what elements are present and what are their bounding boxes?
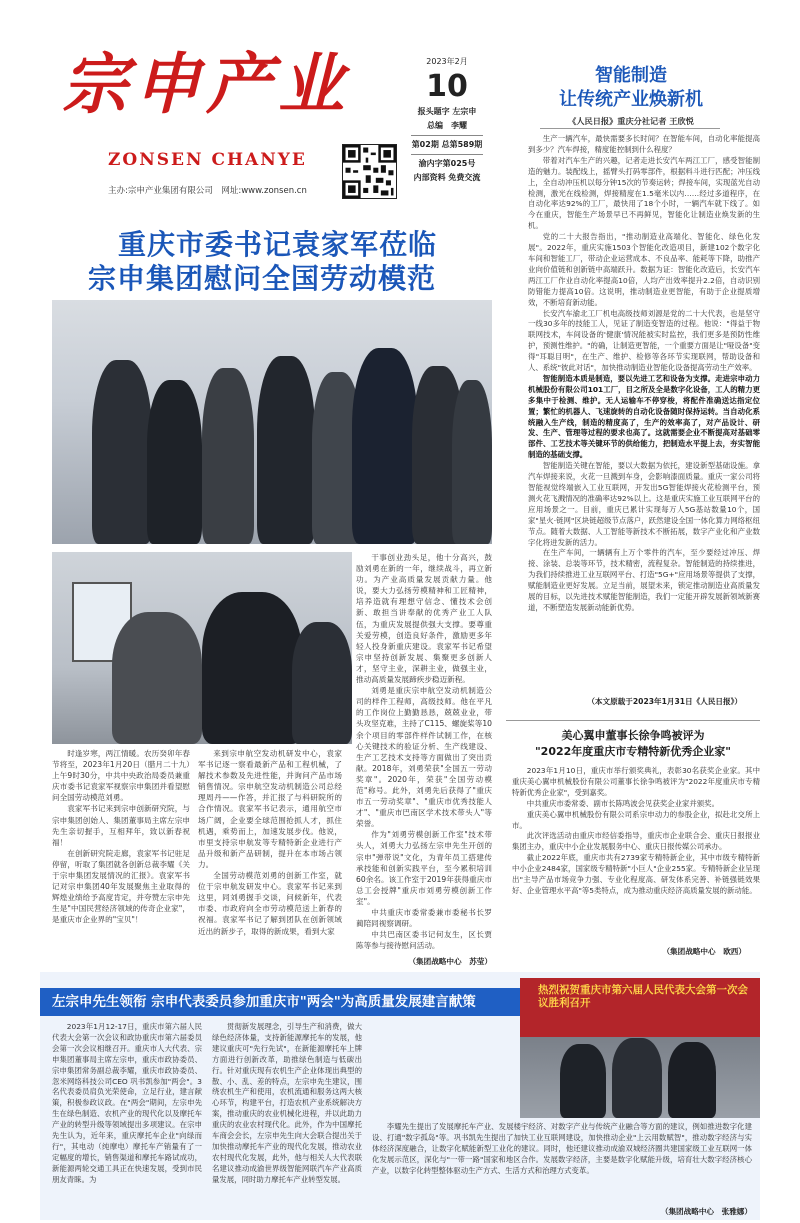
paragraph: 重庆美心翼申机械股份有限公司系宗申动力的参股企业，拟赴北交所上市。 [512,809,760,830]
paragraph: 此次评选活动由重庆市经信委指导，重庆市企业联合会、重庆日报报业集团主办，重庆中小企业发展服务中心、重庆日报传媒公司承办。 [512,831,760,852]
byline-divider [540,128,720,129]
qr-code-icon [342,144,397,199]
paragraph: 智能制造关键在智能，要以大数据为依托，建设新型基础设施。拿汽车焊接来说，火花一旦溅到车身，会影响漆面质量。重庆一家公司将智能视觉终端嵌入工业互联网，开发出5G智能焊接火花检测平台，预测火花飞溅情况的准确率达92%以上。这是重庆实施工业互联网平台的应用场景之一。目前，重庆已累计实现每万人5G基站数量10个，国家"星火·链网"区块链超级节点落户，跃然建设全国一体化算力网络枢纽节点。随着大数据、人工智能等新技术不断拓展，数字产业化和产业数字化将迸发新的活力。 [528,461,760,547]
paragraph: 袁家军书记来到宗申创新研究院，与宗申集团创始人、集团董事局主席左宗申先生亲切握手，互相拜年，致以新春祝福！ [52,804,190,847]
bottom-article-col1 [52,1022,202,1202]
paragraph: 2023年1月10日，重庆市举行颁奖典礼，表彰30名获奖企业家。其中重庆美心翼申机械股份有限公司董事长徐争鸣被评为"2022年度重庆市专精特新优秀企业家"，受到嘉奖。 [512,766,760,797]
bottom-article-signature: （集团战略中心 张雅娜） [660,1207,752,1216]
paragraph: 时逢岁寒，两江情暖。农历癸卯年春节将至，2023年1月20日（腊月二十九）上午9时30分，中共中央政治局委员兼重庆市委书记袁家军视察宗申集团并看望慰问全国劳动模范刘勇。 [52,749,190,803]
xu-article-title2: "2022年度重庆市专精特新优秀企业家" [534,745,732,758]
paragraph: 干事创业劲头足，他十分高兴，鼓励刘勇在新的一年，继续战斗，再立新功。为产业高质量发展贡献力量。他说，要大力弘扬劳模精神和工匠精神，培养造就有理想守信念、懂技术会创新、敢担当讲奉献的优秀产业工人队伍，为重庆发展提供强大支撑。要尊重关爱劳模，创造良好条件，激励更多年轻人投身新重庆建设。袁家军书记希望宗申坚持创新发展、集聚更多创新人才，坚守主业，深耕主业，做强主业，推动高质量发展蹄疾步稳迈新程。 [356,553,492,685]
paragraph: 李耀先生提出了发展摩托车产业、发展楼宇经济、对数字产业与传统产业融合等方面的建议，例如推进数字化建设、打通"数字孤岛"等。巩书凯先生提出了加快工业互联网建设，加快推动企业"上云用数赋智"，推动数字经济与实体经济深度融合，让数字化赋能新型工业化的建议。同时，他还建议推动成渝双城经济圈共建国家级工业互联网一体化发展示范区，深化与"一带一路"国家和地区合作。发展数字经济，主要是数字化赋能升级，培育壮大数字经济核心产业，以数字化转型整体驱动生产方式、生活方式和治理方式变革。 [372,1122,752,1175]
paragraph: 长安汽车渝北工厂机电高级技师刘源是党的二十大代表，也是坚守一线30多年的技能工人，见证了制造变智造的过程。他说："得益于物联网技术，车间设备的'健康'情况能被实时监控，我们更多是预防性维护，预测性维护。"的确，让制造更智能，一个重要方面是让"哑设备"变得"耳聪目明"，在生产、维护、检修等各环节实现联网，帮助设备和人、系统"彼此对话"，加快推动制造业智能化设备提高劳动生产效率。 [528,308,760,373]
issue-date: 2023年2月 [426,57,468,66]
editor-line: 报头题字 左宗申 [417,107,477,116]
paragraph: 刘勇是重庆宗申航空发动机制造公司的样件工程师，高级技师。他在平凡的工作岗位上勤勤恳恳，兢兢业业，带头攻坚克难，主持了C115、螺旋桨等10余个项目的零部件样件试制工作，在核心关键技术的验证分析、生产线建设、生产工艺技术支持等方面做出了突出贡献。2018年，刘勇荣获"全国五一劳动奖章"。2020年，荣获"全国劳动模范"称号。此外，刘勇先后获得了"重庆市五一劳动奖章"、"重庆市优秀技能人才"、"重庆市巴南区学术技术带头人"等荣誉。 [356,686,492,829]
main-article-col3 [356,552,492,954]
paragraph: 截止2022年底，重庆市共有2739家专精特新企业，其中市级专精特新中小企业2484家，国家级专精特新"小巨人"企业255家。专精特新企业呈现出"主导产品市场竞争力强、专业化程度高、研发体系完善、补链强链效果好、企业管理水平高"等5类特点，成为推动重庆经济高质量发展的新动能。 [512,853,760,895]
bottom-article-title: 左宗申先生领衔 宗申代表委员参加重庆市"两会"为高质量发展建言献策 [52,994,476,1010]
permit-number: 渝内字第025号 [418,159,476,168]
paragraph-bold: 智能制造本质是制造，要以先进工艺和设备为支撑。走进宗申动力机械股份有限公司101工厂，目之所及全是数字化设备，工人的精力更多集中于检测、维护。无人运输车不停穿梭，将配件准确送达指定位置；繁忙的机器人、飞速旋转的自动化设备随时保持运转。当自动化系统融入生产线，制造的精度高了，生产的效率高了，对产品设计、研发、生产、管理等过程的要求也高了。这就需要企业不断提高对基础零部件、工艺技术等关键环节的供给能力，把制造水平提上去，夯实智能制造的基础支撑。 [528,373,760,460]
main-article-col2 [198,748,342,970]
issue-info-box [407,55,487,185]
headline-line1: 重庆市委书记袁家军莅临 [118,228,438,261]
xu-article-body [512,766,760,944]
bottom-article-col2 [212,1022,362,1202]
bottom-article-col3 [372,1122,752,1206]
masthead-logo [62,45,362,148]
photo-two-sessions [520,978,760,1118]
main-article-col1 [52,748,190,970]
right-article-body [528,134,760,690]
masthead-title-en: ZONSEN CHANYE [108,150,307,170]
sponsor-line: 主办:宗申产业集团有限公司 网址:www.zonsen.cn [108,186,307,196]
paragraph: 生产一辆汽车，最快需要多长时间？在智能车间，自动化率能提高到多少？汽车焊接，精度能控制到什么程度？ [528,134,760,154]
section-divider [506,720,760,721]
paragraph: 党的二十大报告指出，"推动制造业高端化、智能化、绿色化发展"。2022年，重庆实施1503个智能化改造项目，新建102个数字化车间和智能工厂，带动企业运营成本、不良品率、能耗等下降，助推产业向价值链和创新链中高端跃升。数据为证：智能化改造后，长安汽车两江工厂作业自动化率提高10倍，人均产出效率提升2.2倍，自动识别防错能力提高10倍。这说明，推动制造业更智能，有助于企业提质增效，不断培育新动能。 [528,232,760,307]
issue-day: 10 [426,69,468,104]
paragraph: 中共巴南区委书记何友生，区长贾陈等参与接待慰问活动。 [356,930,492,951]
chief-editor: 总编 李耀 [427,121,467,130]
photo-visit-group [52,300,492,544]
paragraph: 带着对汽车生产的兴趣，记者走进长安汽车两江工厂，感受智能制造的魅力。装配线上，摇臂头打码零部件，根据料斗进行匹配；冲压线上，全自动冲压机以每分钟15次的节奏运转；焊接车间，实现蓝光自动检测，激光在线检测，焊接精度在1.5毫米以内……经过多道程序，在自动化率达92%的工厂，最快用了18个小时，一辆汽车就下线了。如今在重庆，智能生产场景早已不再鲜见，智能化让制造业焕发新的生机。 [528,155,760,231]
main-article-signature: （集团战略中心 苏莹） [408,957,492,966]
paragraph: 中共重庆市委常委、副市长陈鸣波会见获奖企业家并颁奖。 [526,798,719,808]
paragraph: 2023年1月12-17日，重庆市第六届人民代表大会第一次会议和政协重庆市第六届委员会第一次会议相继召开。重庆市人大代表、宗申集团董事局主席左宗申，重庆市政协委员、宗申集团常务副总裁李耀，重庆市政协委员、忽米网络科技公司CEO 巩书凯参加"两会"。3 名代表委员肩负光荣使命，立足行业，建言献策，积极参政议政。在"两会"期间，左宗申先生在绿色制造、农机产业的现代化以及摩托车产业的转型升级等领域提出多项建议。在宗申先生认为，近年来，重庆摩托车企业"向绿而行"，其电动（纯摩电）摩托车产销量有了一定幅度的增长，销售渠道和摩托车路试成功，新能源两轮交通工具正在快速发展，受到市民朋友青睐。为 [52,1022,202,1184]
banner-text: 热烈祝贺重庆市第六届人民代表大会第一次会议胜利召开 [538,984,748,1009]
xu-article-title1: 美心翼申董事长徐争鸣被评为 [561,729,705,742]
right-article-byline: 《人民日报》重庆分社记者 王欣悦 [568,116,694,126]
paragraph: 中共重庆市委常委兼市委秘书长罗蔺陪同视察调研。 [356,908,492,929]
paragraph: 在生产车间，一辆辆有上万个零件的汽车，至少要经过冲压、焊接、涂装、总装等环节，技术精密，流程复杂。智能制造的持续推进，为我们持续推进工业互联网平台、打造"5G+"应用场景等提供了支撑，赋能制造业更好发展。立足当前，展望未来，锁定推动制造业高质量发展的目标，以先进技术赋能智能制造，我们一定能开辟发展新领域新赛道，不断塑造发展新动能新优势。 [528,548,760,612]
xu-article-signature: （集团战略中心 欧西） [662,947,746,956]
info-divider [411,135,483,136]
photo-handshake [52,552,352,744]
paragraph: 全国劳动模范刘勇的创新工作室，就位于宗申航发研发中心。袁家军书记来到这里，同刘勇握手交谈，问候新年，代表市委、市政府向全市劳动模范送上新春的祝福。袁家军书记了解到团队在创新领域近出的新步子，取得的新成果，看到大家 [198,871,342,936]
masthead-title-cn: 宗申产业 [62,45,350,123]
headline-line2: 宗申集团慰问全国劳动模范 [88,262,437,295]
paragraph: 来到宗申航空发动机研发中心，袁家军书记逐一察看最新产品和工程机械，了解技术参数及先进性能，并询问产品市场销售情况。宗申航空发动机制造公司总经理周丹——作答，并汇报了与科研院所的合作情况。袁家军书记表示，通用航空市场广阔，企业要全球范围抢抓人才，抓住机遇，乘势而上，加速发展步伐。他说，市里支持宗申航发等专精特新企业进行产品升级和新产品研制，提升在本市场占领力。 [198,749,342,869]
issue-number: 第02期 总第589期 [411,140,483,149]
info-divider [411,154,483,155]
right-article-title2: 让传统产业焕新机 [559,89,703,110]
paragraph: 在创新研究院走廊，袁家军书记驻足停留，听取了集团就各创新总裁李耀《关于宗申集团发展情况的汇报》。袁家军书记对宗申集团40年发展聚焦主业取得的辉煌业绩给予高度肯定，并夸赞左宗申先生是"中国民营经济领域的传奇企业家"，是重庆市企业界的"宝贝"！ [52,848,190,925]
paragraph: 作为"刘勇劳模创新工作室"技术带头人，刘勇大力弘扬左宗申先生开创的宗申"弹带说"文化，为青年员工搭建传承技能和创新实践平台，至今累积培训60余名。该工作室于2019年获得重庆市总工会授牌"重庆市刘勇劳模创新工作室"。 [356,830,492,906]
bottom-article-col3-lead [372,1022,512,1118]
right-article-source: （本文原载于2023年1月31日《人民日报》） [587,697,742,706]
paragraph: 贯彻新发展理念，引导生产和消费，做大绿色经济体量，支持新能源摩托车的发展，他建议重庆可"先行先试"，在新能源摩托车上牌方面进行创新改革，助推绿色制造与低碳出行。针对重庆现有农机生产企业体现出典型的散、小、乱、差的特点，左宗申先生建议，围绕农机生产和使用，农机流通和服务这两大核心环节，构建平台，打造农机产业系统解决方案，推动重庆的农业机械化进程，并以此助力重庆的农业农村现代化。此外，作为中国摩托车商会会长，左宗申先生向大会联合提出关于加快推动摩托车产业的现代化发展，推动农业农村现代化发展，此外，他与相关人大代表联名建议推动成渝世界级智能网联汽车产业高质量发展，同时助力摩托车产业转型发展。 [212,1022,362,1184]
right-article-title1: 智能制造 [595,65,667,86]
free-note: 内部资料 免费交流 [413,173,481,182]
